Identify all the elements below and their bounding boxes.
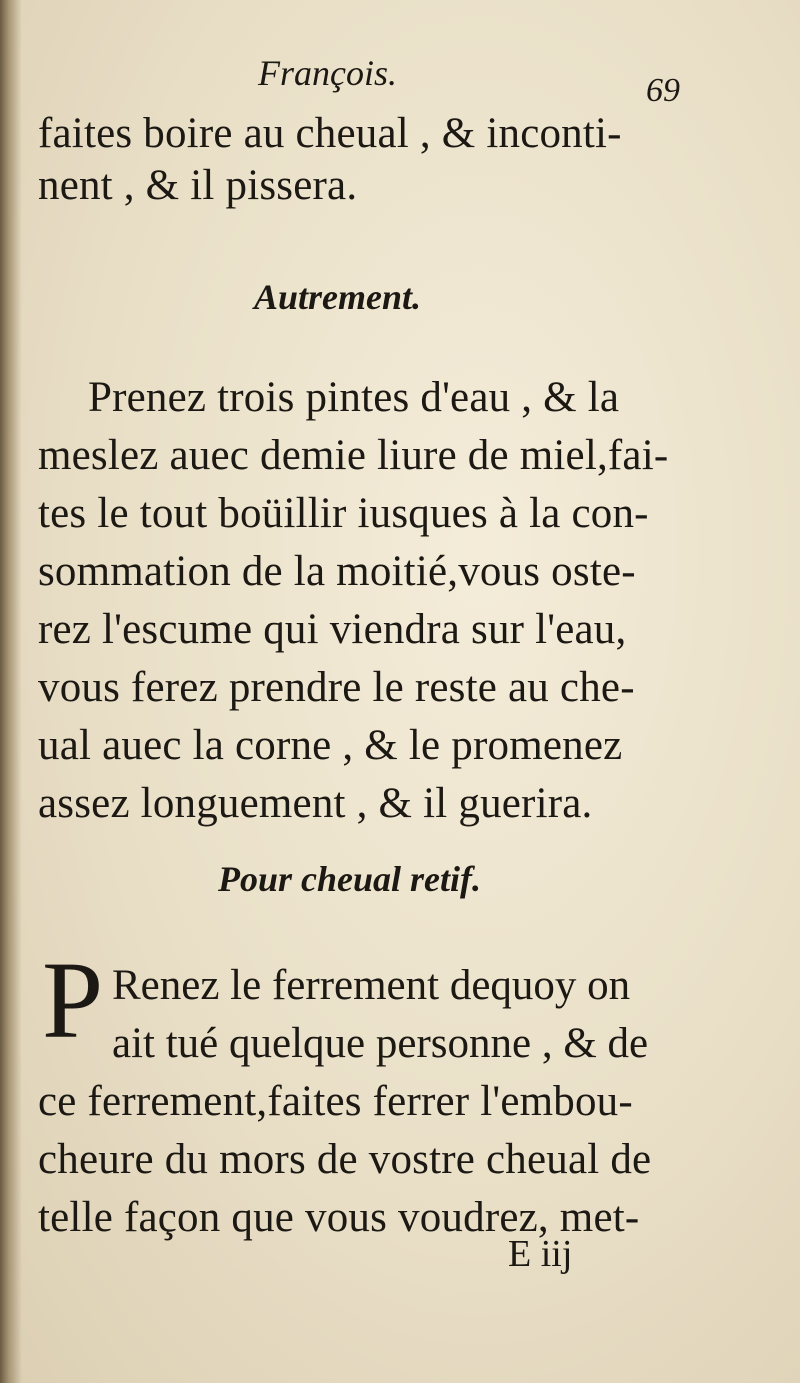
text-line: faites boire au cheual , & inconti- [38, 110, 622, 157]
running-title: François. [258, 53, 397, 93]
text-line: Renez le ferrement dequoy on [112, 962, 631, 1009]
text-line: ait tué quelque personne , & de [112, 1020, 649, 1067]
text-line: sommation de la moitié,vous oste- [38, 548, 636, 595]
section-heading-autrement: Autrement. [254, 277, 422, 317]
page-number: 69 [646, 72, 680, 109]
signature-mark: E iij [508, 1233, 573, 1275]
text-line: vous ferez prendre le reste au che- [38, 664, 635, 711]
text-line: cheure du mors de vostre cheual de [38, 1136, 652, 1183]
text-line: meslez auec demie liure de miel,fai- [38, 432, 669, 479]
text-line: ual auec la corne , & le promenez [38, 722, 623, 769]
text-line: nent , & il pissera. [38, 162, 358, 209]
text-line: rez l'escume qui viendra sur l'eau, [38, 606, 627, 653]
drop-cap-letter: P [42, 939, 104, 1061]
page-gutter [0, 0, 22, 1383]
text-line: telle façon que vous voudrez, met- [38, 1194, 640, 1241]
text-line: assez longuement , & il guerira. [38, 780, 593, 827]
section-heading-pour-cheual-retif: Pour cheual retif. [218, 859, 482, 899]
text-line: Prenez trois pintes d'eau , & la [88, 374, 620, 421]
text-line: tes le tout boüillir iusques à la con- [38, 490, 649, 537]
text-line: ce ferrement,faites ferrer l'embou- [38, 1078, 633, 1125]
